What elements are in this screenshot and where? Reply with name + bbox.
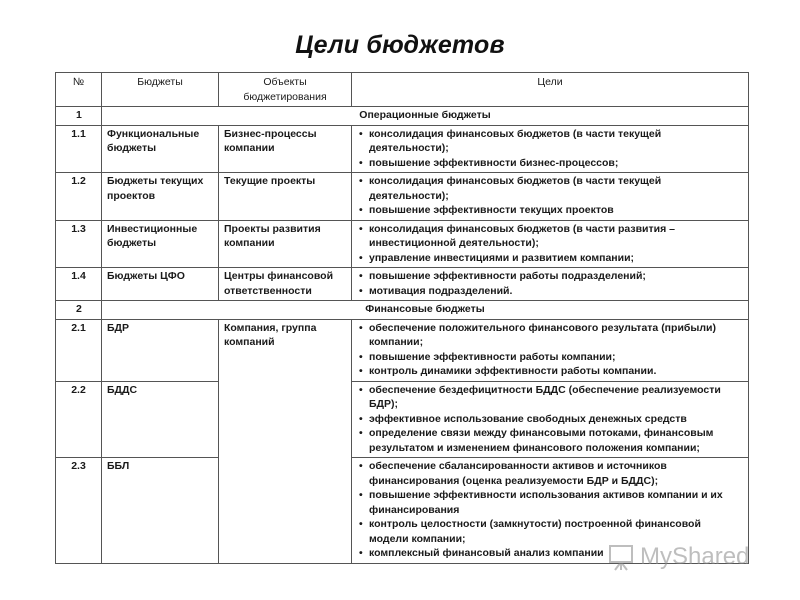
- row-budget: Инвестиционные бюджеты: [102, 220, 219, 268]
- goal-item: • повышение эффективности бизнес-процессов;: [357, 156, 743, 171]
- goal-item: • повышение эффективности текущих проектов: [357, 203, 743, 218]
- table-row: [56, 381, 749, 458]
- header-objects: Объекты бюджетирования: [219, 73, 352, 107]
- row-goals: [352, 220, 749, 268]
- goal-item: • консолидация финансовых бюджетов (в части развития – инвестиционной деятельности);: [357, 222, 743, 251]
- goal-item: • консолидация финансовых бюджетов (в части текущей деятельности);: [357, 174, 743, 203]
- goal-item: • управление инвестициями и развитием компании;: [357, 251, 743, 266]
- table-row: [56, 173, 749, 221]
- table-row: [56, 319, 749, 381]
- section-num: 2: [56, 301, 102, 320]
- section-title: Операционные бюджеты: [102, 107, 749, 126]
- goal-item: • контроль целостности (замкнутости) построенной финансовой модели компании;: [357, 517, 743, 546]
- table-row: [56, 125, 749, 173]
- row-num: 2.1: [56, 319, 102, 381]
- goal-item: • повышение эффективности использования активов компании и их финансирования: [357, 488, 743, 517]
- table-row: [56, 220, 749, 268]
- page-title: Цели бюджетов: [295, 31, 505, 59]
- row-goals: [352, 381, 749, 458]
- row-budget: Бюджеты ЦФО: [102, 268, 219, 301]
- row-object: Компания, группа компаний: [219, 319, 352, 563]
- row-budget: ББЛ: [102, 458, 219, 564]
- table-header-row: [56, 73, 749, 107]
- row-budget: Функциональные бюджеты: [102, 125, 219, 173]
- row-goals: [352, 173, 749, 221]
- row-num: 2.3: [56, 458, 102, 564]
- header-num: №: [56, 73, 102, 107]
- row-goals: [352, 268, 749, 301]
- row-budget: БДР: [102, 319, 219, 381]
- section-row: [56, 301, 749, 320]
- section-row: [56, 107, 749, 126]
- row-num: 1.3: [56, 220, 102, 268]
- goal-item: • повышение эффективности работы компании;: [357, 350, 743, 365]
- goal-item: • обеспечение положительного финансового результата (прибыли) компании;: [357, 321, 743, 350]
- row-object: Бизнес-процессы компании: [219, 125, 352, 173]
- goal-item: • эффективное использование свободных денежных средств: [357, 412, 743, 427]
- row-num: 1.2: [56, 173, 102, 221]
- budget-goals-table: [55, 72, 749, 564]
- row-budget: Бюджеты текущих проектов: [102, 173, 219, 221]
- goal-item: • определение связи между финансовыми потоками, финансовым результатом и изменением финансового положения компании;: [357, 426, 743, 455]
- goal-item: • повышение эффективности работы подразделений;: [357, 269, 743, 284]
- row-object: Центры финансовой ответственности: [219, 268, 352, 301]
- row-num: 1.4: [56, 268, 102, 301]
- watermark-text: MyShared: [640, 543, 750, 570]
- row-object: Проекты развития компании: [219, 220, 352, 268]
- row-num: 1.1: [56, 125, 102, 173]
- myshared-logo-icon: [608, 543, 636, 571]
- header-budgets: Бюджеты: [102, 73, 219, 107]
- goal-item: • обеспечение сбалансированности активов и источников финансирования (оценка реализуемости БДР и БДДС);: [357, 459, 743, 488]
- row-object: Текущие проекты: [219, 173, 352, 221]
- goal-item: • мотивация подразделений.: [357, 284, 743, 299]
- table-row: [56, 268, 749, 301]
- section-title: Финансовые бюджеты: [102, 301, 749, 320]
- row-goals: [352, 125, 749, 173]
- goal-item: • комплексный финансовый анализ компании: [357, 546, 743, 561]
- goal-item: • обеспечение бездефицитности БДДС (обеспечение реализуемости БДР);: [357, 383, 743, 412]
- row-goals: [352, 319, 749, 381]
- watermark: [608, 540, 749, 574]
- goal-item: • консолидация финансовых бюджетов (в части текущей деятельности);: [357, 127, 743, 156]
- goal-item: • контроль динамики эффективности работы компании.: [357, 364, 743, 379]
- header-goals: Цели: [352, 73, 749, 107]
- row-num: 2.2: [56, 381, 102, 458]
- section-num: 1: [56, 107, 102, 126]
- row-budget: БДДС: [102, 381, 219, 458]
